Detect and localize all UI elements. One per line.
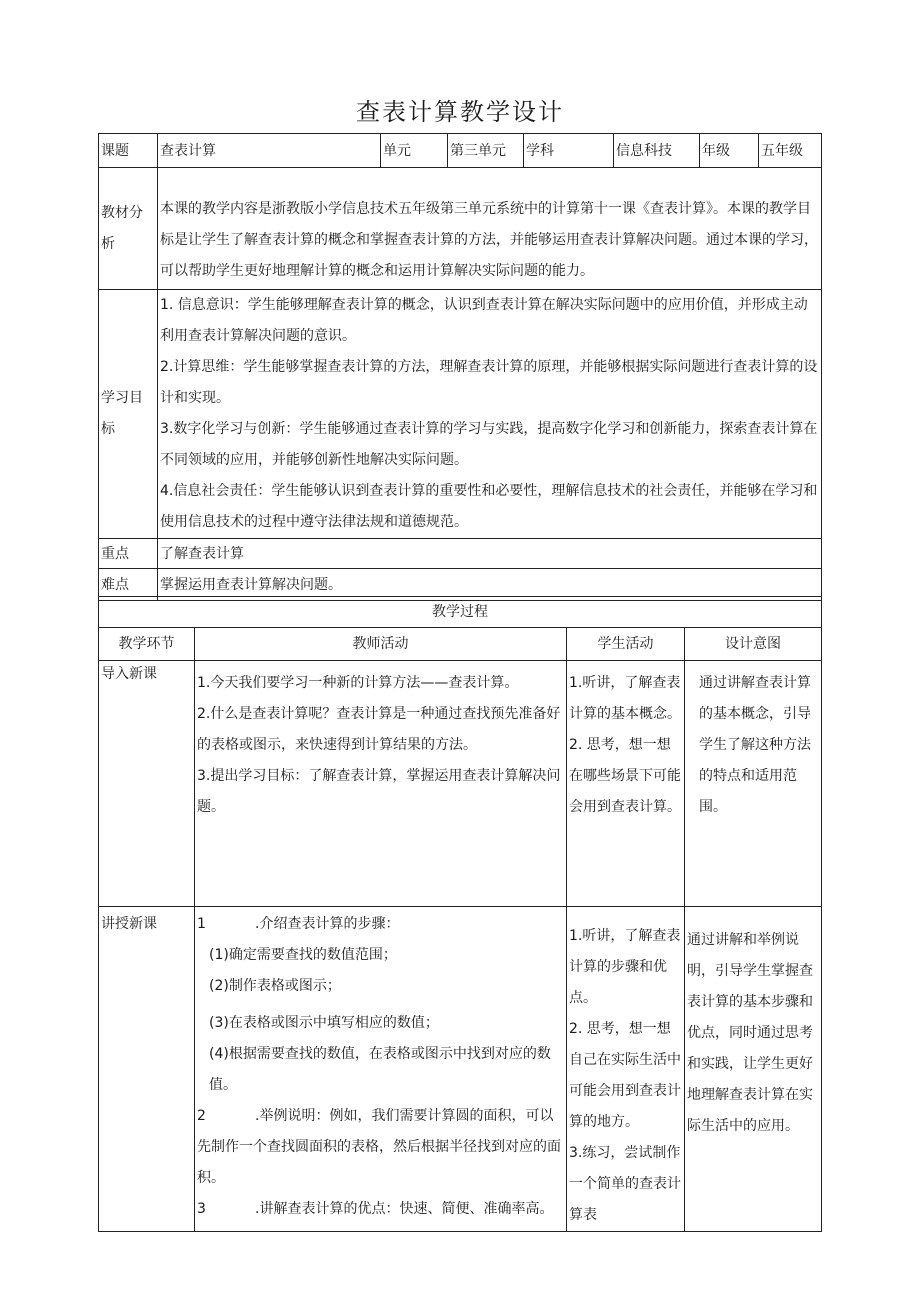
step-number: 3 <box>197 1201 206 1217</box>
advantages-text: .讲解查表计算的优点：快速、简便、准确率高。 <box>255 1201 554 1217</box>
column-header: 教师活动 <box>195 628 567 661</box>
student-activity-line: 2. 思考，想一想在哪些场景下可能会用到查表计算。 <box>569 737 681 815</box>
analysis-text: 本课的教学内容是浙教版小学信息技术五年级第三单元系统中的计算第十一课《查表计算》。本课的教学目标是让学生了解查表计算的概念和掌握查表计算的方法，并能够运用查表计算解决问题。通过本课的学习，可以帮助学生更好地理解计算的概念和运用计算解决实际问题的能力。 <box>160 201 818 279</box>
process-table <box>98 596 822 1232</box>
info-table <box>98 133 822 601</box>
teacher-activity-line: 3.提出学习目标：了解查表计算，掌握运用查表计算解决问题。 <box>197 768 561 815</box>
header-row <box>99 134 822 168</box>
step-item: (3)在表格或图示中填写相应的数值； <box>209 1015 439 1031</box>
teach-stage: 讲授新课 <box>99 907 195 1232</box>
objectives-label: 学习目标 <box>99 290 158 539</box>
key-point-row <box>99 539 822 569</box>
student-activity-line: 1.听讲，了解查表计算的步骤和优点。 <box>569 928 681 1006</box>
analysis-row <box>99 168 822 290</box>
step-number: 1 <box>197 916 206 932</box>
step-number: 2 <box>197 1108 206 1124</box>
column-header: 教学环节 <box>99 628 195 661</box>
grade-label: 年级 <box>700 134 759 168</box>
difficulty-label: 难点 <box>99 569 158 601</box>
student-activity-line: 3.练习，尝试制作一个简单的查表计算表 <box>569 1145 681 1223</box>
process-header-row <box>99 628 822 661</box>
subject-value: 信息科技 <box>614 134 700 168</box>
intro-row <box>99 661 822 907</box>
column-header: 设计意图 <box>685 628 822 661</box>
document-title: 查表计算教学设计 <box>356 98 564 126</box>
intro-stage: 导入新课 <box>99 661 195 907</box>
objectives-row <box>99 290 822 539</box>
objective-item: 4.信息社会责任：学生能够认识到查表计算的重要性和必要性，理解信息技术的社会责任，并能够在学习和使用信息技术的过程中遵守法律法规和道德规范。 <box>160 483 818 530</box>
teach-row <box>99 907 822 1232</box>
teacher-activity-line: 2.什么是查表计算呢？查表计算是一种通过查找预先准备好的表格或图示，来快速得到计算结果的方法。 <box>197 706 561 753</box>
difficulty-value: 掌握运用查表计算解决问题。 <box>158 569 822 601</box>
unit-value: 第三单元 <box>448 134 524 168</box>
design-intent-text: 通过讲解和举例说明，引导学生掌握查表计算的基本步骤和优点，同时通过思考和实践，让学生更好地理解查表计算在实际生活中的应用。 <box>687 932 813 1134</box>
analysis-label: 教材分析 <box>99 168 158 290</box>
student-activity-line: 1.听讲，了解查表计算的基本概念。 <box>569 675 681 722</box>
process-title: 教学过程 <box>99 597 822 628</box>
teacher-activity-line: 1.今天我们要学习一种新的计算方法——查表计算。 <box>197 675 519 691</box>
unit-label: 单元 <box>381 134 448 168</box>
objective-item: 1. 信息意识：学生能够理解查表计算的概念，认识到查表计算在解决实际问题中的应用价值，并形成主动利用查表计算解决问题的意识。 <box>160 297 808 344</box>
example-text: .举例说明：例如，我们需要计算圆的面积，可以先制作一个查找圆面积的表格，然后根据半径找到对应的面积。 <box>197 1108 561 1186</box>
process-title-row <box>99 597 822 628</box>
step-title: .介绍查表计算的步骤： <box>255 916 400 932</box>
key-point-value: 了解查表计算 <box>158 539 822 569</box>
course-value: 查表计算 <box>158 134 381 168</box>
objective-item: 2.计算思维：学生能够掌握查表计算的方法，理解查表计算的原理，并能够根据实际问题进行查表计算的设计和实现。 <box>160 359 818 406</box>
objective-item: 3.数字化学习与创新：学生能够通过查表计算的学习与实践，提高数字化学习和创新能力，探索查表计算在不同领域的应用，并能够创新性地解决实际问题。 <box>160 421 818 468</box>
course-label: 课题 <box>99 134 158 168</box>
design-intent-text: 通过讲解查表计算的基本概念，引导学生了解这种方法的特点和适用范围。 <box>699 675 811 815</box>
column-header: 学生活动 <box>567 628 685 661</box>
step-item: (2)制作表格或图示； <box>209 978 341 994</box>
grade-value: 五年级 <box>759 134 822 168</box>
key-point-label: 重点 <box>99 539 158 569</box>
subject-label: 学科 <box>524 134 614 168</box>
step-item: (1)确定需要查找的数值范围； <box>209 947 397 963</box>
step-item: (4)根据需要查找的数值，在表格或图示中找到对应的数值。 <box>209 1046 551 1093</box>
student-activity-line: 2. 思考，想一想自己在实际生活中可能会用到查表计算的地方。 <box>569 1021 681 1130</box>
